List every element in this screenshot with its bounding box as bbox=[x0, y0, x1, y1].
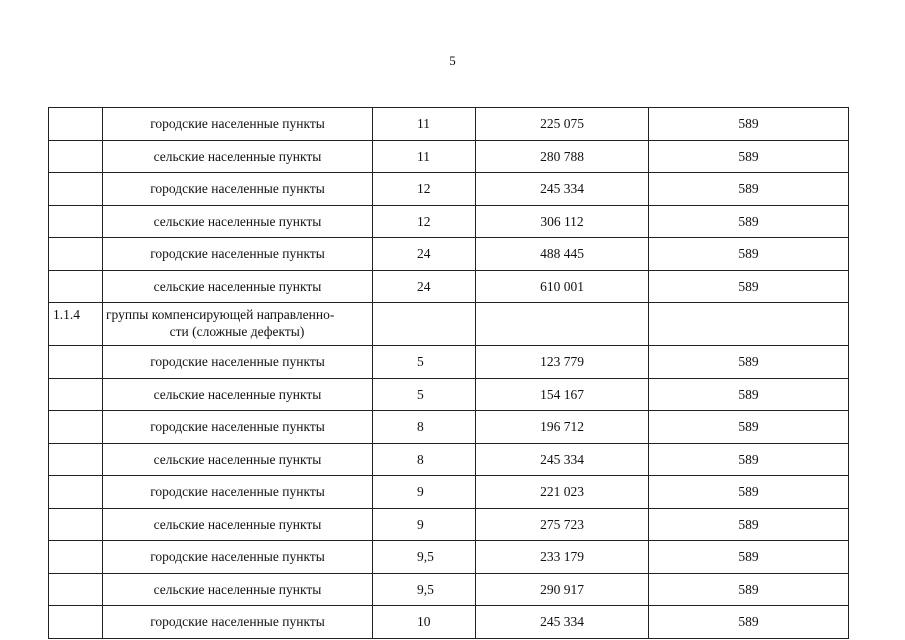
cell-code: 589 bbox=[649, 346, 849, 379]
cell-amount: 225 075 bbox=[476, 108, 649, 141]
table-row bbox=[49, 606, 849, 639]
cell-amount: 245 334 bbox=[476, 443, 649, 476]
cell-number bbox=[49, 573, 103, 606]
cell-code: 589 bbox=[649, 443, 849, 476]
cell-code: 589 bbox=[649, 140, 849, 173]
cell-description: сельские населенные пункты bbox=[103, 270, 373, 303]
cell-hours: 24 bbox=[373, 270, 476, 303]
cell-number bbox=[49, 378, 103, 411]
cell-amount: 245 334 bbox=[476, 606, 649, 639]
table-row bbox=[49, 173, 849, 206]
cell-description bbox=[103, 303, 373, 346]
page-number: 5 bbox=[449, 53, 456, 68]
cell-description: городские населенные пункты bbox=[103, 606, 373, 639]
table-row bbox=[49, 411, 849, 444]
cell-hours: 9 bbox=[373, 476, 476, 509]
cell-amount: 245 334 bbox=[476, 173, 649, 206]
cell-description: городские населенные пункты bbox=[103, 346, 373, 379]
cell-amount: 233 179 bbox=[476, 541, 649, 574]
table-row bbox=[49, 573, 849, 606]
cell-number bbox=[49, 411, 103, 444]
cell-amount: 290 917 bbox=[476, 573, 649, 606]
description-line-2: сти (сложные дефекты) bbox=[169, 324, 305, 339]
cell-description: сельские населенные пункты bbox=[103, 205, 373, 238]
cell-code: 589 bbox=[649, 238, 849, 271]
cell-number bbox=[49, 173, 103, 206]
cell-description: сельские населенные пункты bbox=[103, 443, 373, 476]
cell-number bbox=[49, 346, 103, 379]
tariff-table bbox=[48, 107, 849, 639]
cell-code: 589 bbox=[649, 508, 849, 541]
cell-description: сельские населенные пункты bbox=[103, 508, 373, 541]
cell-amount: 488 445 bbox=[476, 238, 649, 271]
cell-number bbox=[49, 238, 103, 271]
cell-description: сельские населенные пункты bbox=[103, 378, 373, 411]
cell-amount: 610 001 bbox=[476, 270, 649, 303]
cell-amount bbox=[476, 303, 649, 346]
cell-description: городские населенные пункты bbox=[103, 173, 373, 206]
cell-hours: 24 bbox=[373, 238, 476, 271]
cell-code: 589 bbox=[649, 378, 849, 411]
cell-hours: 8 bbox=[373, 411, 476, 444]
cell-amount: 221 023 bbox=[476, 476, 649, 509]
cell-hours: 8 bbox=[373, 443, 476, 476]
cell-description: городские населенные пункты bbox=[103, 411, 373, 444]
cell-description: городские населенные пункты bbox=[103, 108, 373, 141]
cell-number bbox=[49, 476, 103, 509]
table-row bbox=[49, 443, 849, 476]
cell-number bbox=[49, 541, 103, 574]
cell-amount: 306 112 bbox=[476, 205, 649, 238]
cell-amount: 280 788 bbox=[476, 140, 649, 173]
cell-amount: 154 167 bbox=[476, 378, 649, 411]
cell-hours: 9,5 bbox=[373, 573, 476, 606]
cell-code: 589 bbox=[649, 411, 849, 444]
table-row bbox=[49, 346, 849, 379]
cell-number bbox=[49, 508, 103, 541]
cell-code: 589 bbox=[649, 573, 849, 606]
cell-description: городские населенные пункты bbox=[103, 238, 373, 271]
cell-number: 1.1.4 bbox=[49, 303, 103, 346]
cell-hours: 10 bbox=[373, 606, 476, 639]
cell-hours: 9 bbox=[373, 508, 476, 541]
table-row bbox=[49, 303, 849, 346]
cell-hours: 11 bbox=[373, 140, 476, 173]
cell-hours: 5 bbox=[373, 346, 476, 379]
cell-description: сельские населенные пункты bbox=[103, 140, 373, 173]
cell-code: 589 bbox=[649, 173, 849, 206]
cell-number bbox=[49, 606, 103, 639]
cell-hours: 9,5 bbox=[373, 541, 476, 574]
cell-hours: 12 bbox=[373, 205, 476, 238]
cell-number bbox=[49, 108, 103, 141]
cell-hours: 5 bbox=[373, 378, 476, 411]
table-row bbox=[49, 238, 849, 271]
table-row bbox=[49, 476, 849, 509]
cell-code: 589 bbox=[649, 606, 849, 639]
table-row bbox=[49, 508, 849, 541]
cell-description: городские населенные пункты bbox=[103, 541, 373, 574]
cell-hours bbox=[373, 303, 476, 346]
cell-code: 589 bbox=[649, 476, 849, 509]
cell-code bbox=[649, 303, 849, 346]
cell-number bbox=[49, 443, 103, 476]
table-row bbox=[49, 378, 849, 411]
table-row bbox=[49, 541, 849, 574]
cell-amount: 275 723 bbox=[476, 508, 649, 541]
cell-number bbox=[49, 205, 103, 238]
cell-code: 589 bbox=[649, 205, 849, 238]
cell-amount: 196 712 bbox=[476, 411, 649, 444]
cell-hours: 11 bbox=[373, 108, 476, 141]
table-row bbox=[49, 205, 849, 238]
cell-hours: 12 bbox=[373, 173, 476, 206]
description-line-1: группы компенсирующей направленно- bbox=[106, 307, 335, 322]
cell-code: 589 bbox=[649, 108, 849, 141]
cell-amount: 123 779 bbox=[476, 346, 649, 379]
table-row bbox=[49, 140, 849, 173]
cell-description: городские населенные пункты bbox=[103, 476, 373, 509]
cell-number bbox=[49, 270, 103, 303]
table-row bbox=[49, 108, 849, 141]
table-row bbox=[49, 270, 849, 303]
cell-number bbox=[49, 140, 103, 173]
cell-code: 589 bbox=[649, 541, 849, 574]
cell-description: сельские населенные пункты bbox=[103, 573, 373, 606]
cell-code: 589 bbox=[649, 270, 849, 303]
